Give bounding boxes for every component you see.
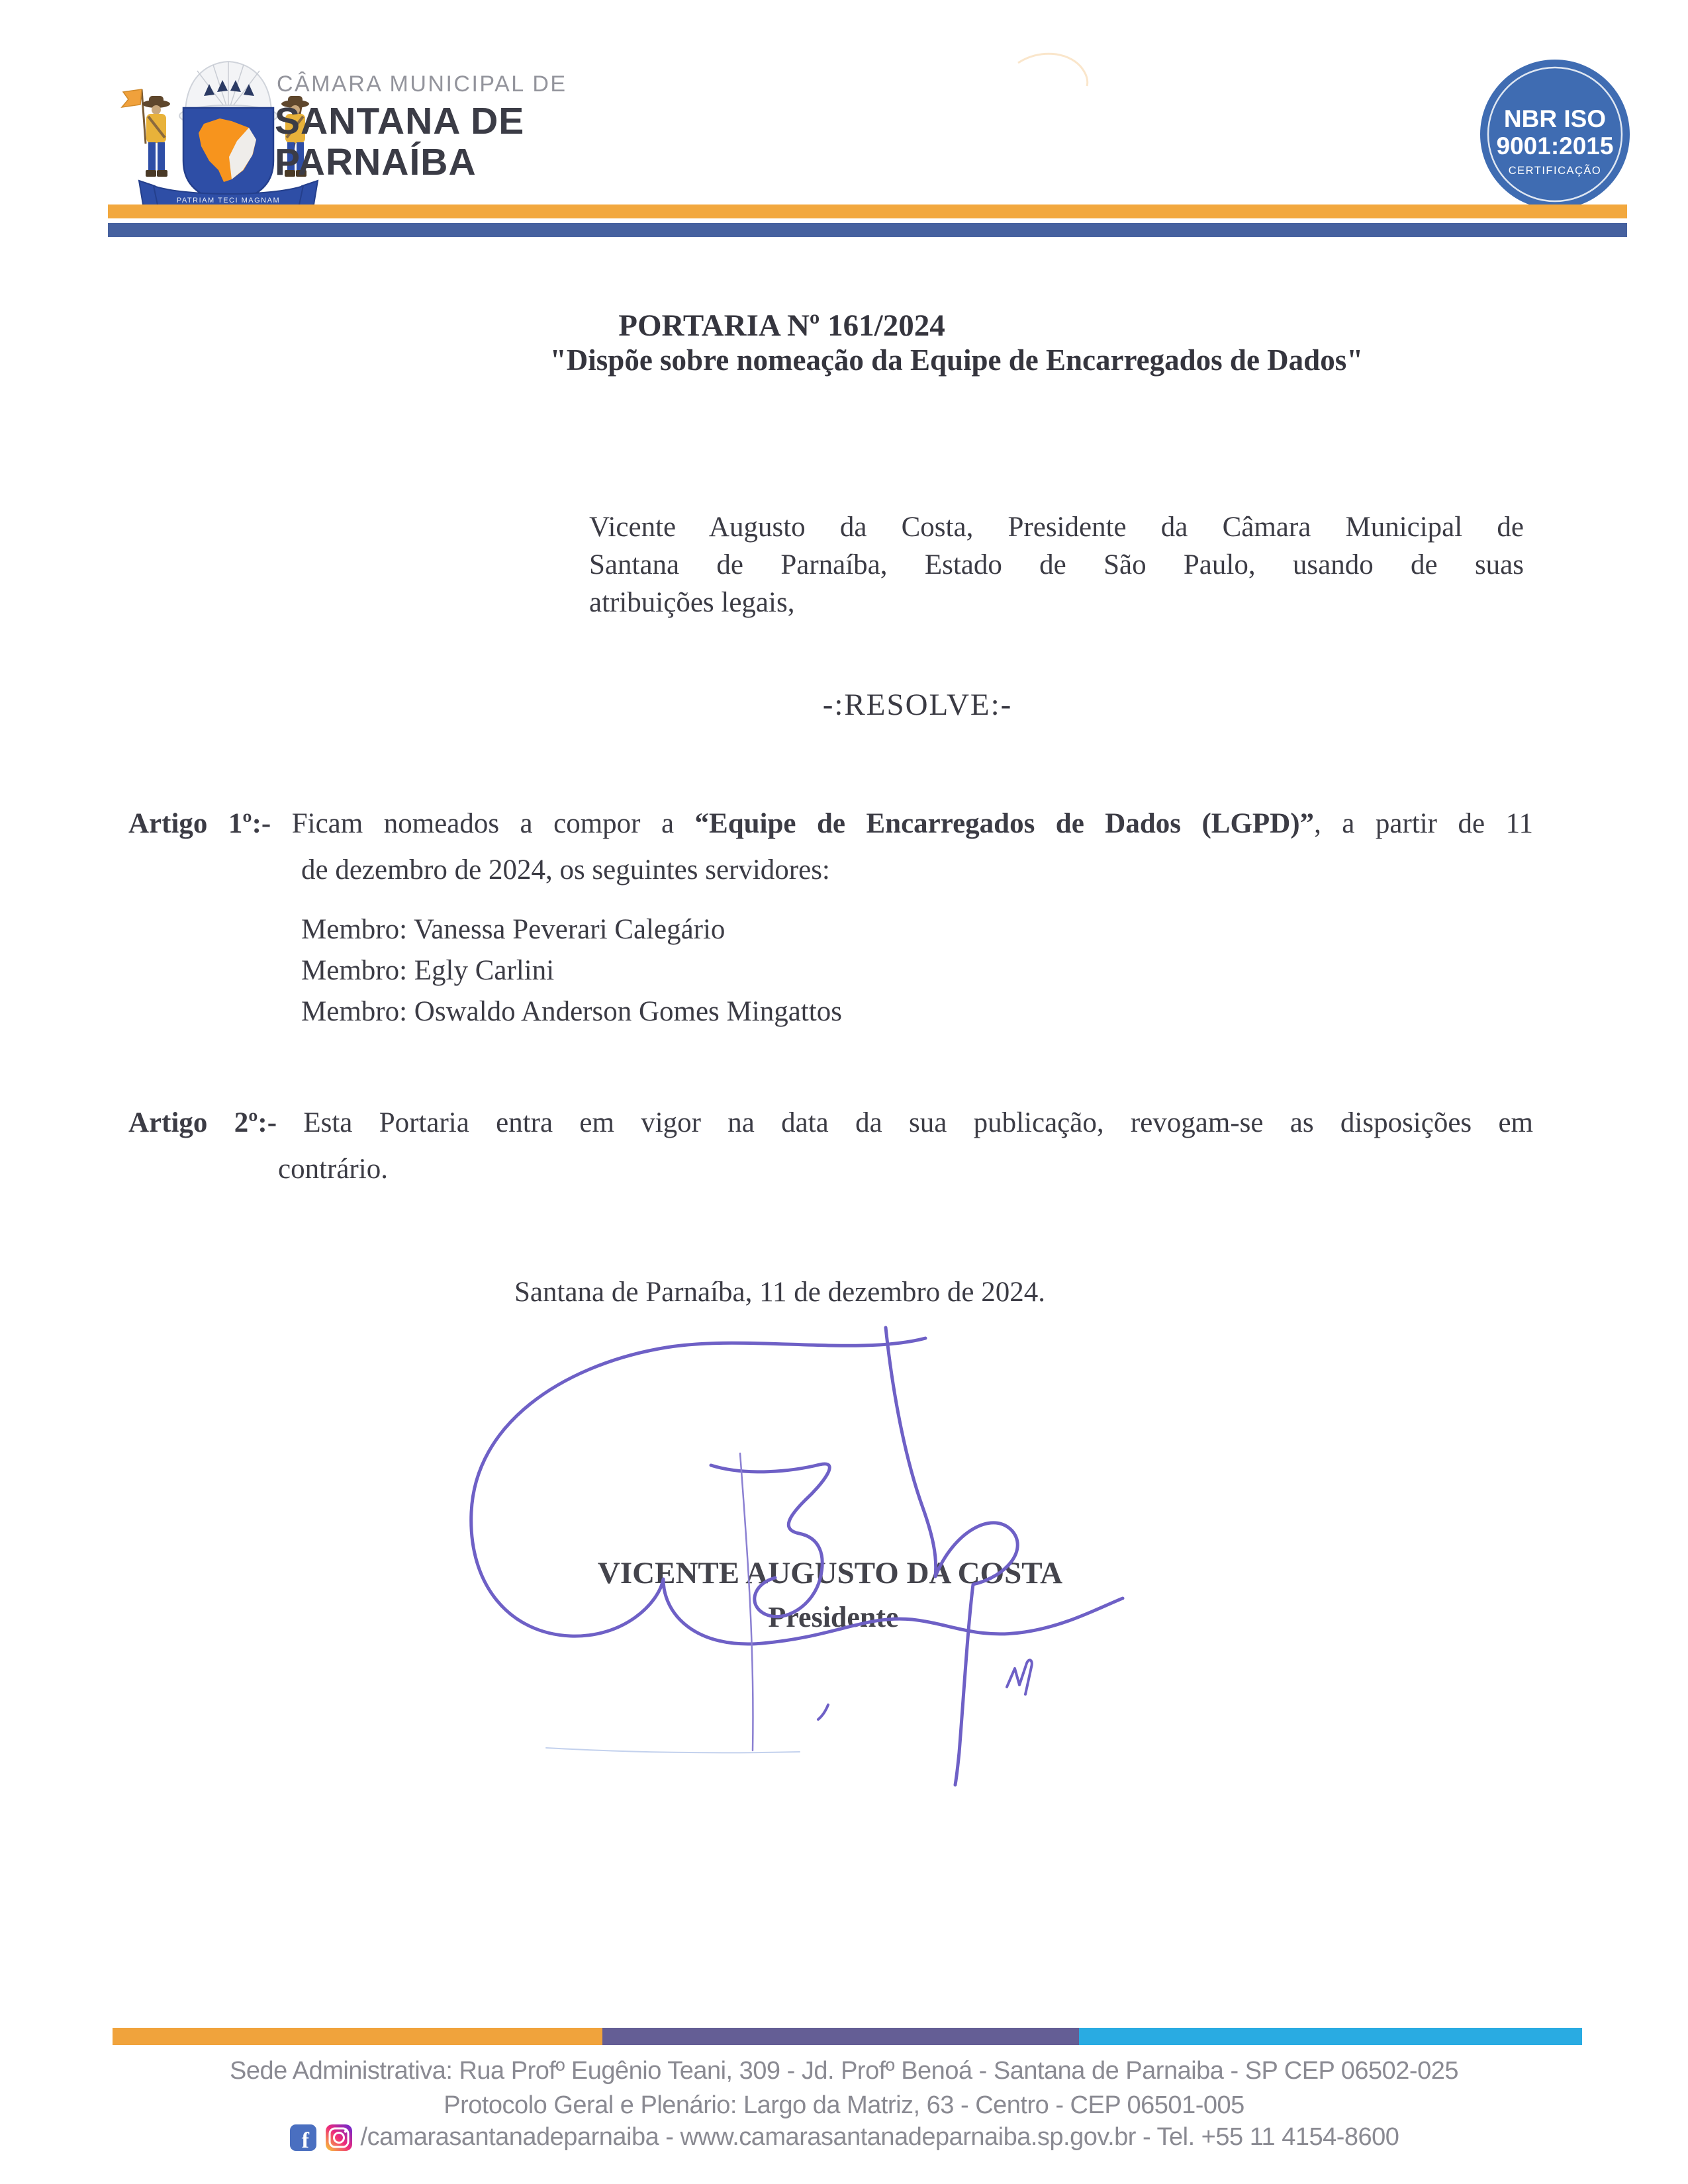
header-rule-orange bbox=[108, 205, 1627, 218]
article-1-text: Ficam nomeados a compor a bbox=[271, 808, 695, 839]
article-1 bbox=[128, 801, 1533, 893]
article-1-text: , a partir de 11 bbox=[1314, 808, 1533, 839]
preamble-line: Santana de Parnaíba, Estado de São Paulo, usando de suas bbox=[589, 549, 1524, 580]
document-title: PORTARIA Nº 161/2024 bbox=[618, 308, 945, 343]
member-row: Membro: Oswaldo Anderson Gomes Mingattos bbox=[301, 996, 842, 1027]
instagram-icon bbox=[325, 2124, 353, 2152]
facebook-icon bbox=[289, 2124, 317, 2152]
member-row: Membro: Egly Carlini bbox=[301, 955, 555, 986]
crest-motto: PATRIAM TECI MAGNAM bbox=[176, 197, 281, 205]
crest-bandeirante-left bbox=[122, 89, 170, 177]
iso-badge-line-2: 9001:2015 bbox=[1496, 132, 1614, 159]
svg-text:f: f bbox=[301, 2128, 308, 2152]
signer-role: Presidente bbox=[768, 1601, 899, 1633]
iso-badge-line-1: NBR ISO bbox=[1503, 105, 1607, 132]
members-list bbox=[301, 909, 842, 1032]
org-name-line-2: SANTANA DE bbox=[275, 100, 525, 142]
member-row: Membro: Vanessa Peverari Calegário bbox=[301, 914, 726, 945]
preamble-paragraph bbox=[589, 508, 1524, 621]
article-2-text: Esta Portaria entra em vigor na data da sua publicação, revogam-se as disposições em bbox=[277, 1107, 1533, 1138]
footer-contact-text: /camarasantanadeparnaiba - www.camarasantanadeparnaiba.sp.gov.br - Tel. +55 11 4154-8600 bbox=[360, 2123, 1399, 2151]
article-1-label: Artigo 1º:- bbox=[128, 808, 271, 839]
footer-bar-purple bbox=[602, 2028, 1079, 2045]
iso-badge-line-3: CERTIFICAÇÃO bbox=[1508, 165, 1602, 177]
footer-contact-line bbox=[50, 2123, 1638, 2152]
resolve-heading: -:RESOLVE:- bbox=[822, 688, 1013, 722]
article-1-line-1 bbox=[128, 801, 1533, 847]
org-name-line-3: PARNAÍBA bbox=[275, 141, 477, 183]
article-2-line-2: contrário. bbox=[278, 1154, 388, 1185]
preamble-line: Vicente Augusto da Costa, Presidente da Câmara Municipal de bbox=[589, 512, 1524, 543]
article-2 bbox=[128, 1100, 1533, 1193]
footer-bar-cyan bbox=[1079, 2028, 1582, 2045]
preamble-line: atribuições legais, bbox=[589, 587, 795, 618]
iso-9001-badge bbox=[1477, 57, 1632, 212]
document-subtitle: "Dispõe sobre nomeação da Equipe de Encarregados de Dados" bbox=[549, 343, 1364, 377]
header-rule-blue bbox=[108, 223, 1627, 237]
footer-address-line-2: Protocolo Geral e Plenário: Largo da Matriz, 63 - Centro - CEP 06501-005 bbox=[444, 2091, 1244, 2119]
article-1-bold-phrase: “Equipe de Encarregados de Dados (LGPD)” bbox=[694, 808, 1315, 839]
scan-artifact-mark bbox=[1013, 46, 1099, 93]
article-2-label: Artigo 2º:- bbox=[128, 1107, 277, 1138]
article-2-line-1 bbox=[128, 1100, 1533, 1146]
date-line: Santana de Parnaíba, 11 de dezembro de 2024. bbox=[514, 1277, 1045, 1308]
article-1-line-2: de dezembro de 2024, os seguintes servidores: bbox=[301, 854, 830, 886]
footer-address-line-1: Sede Administrativa: Rua Profº Eugênio Teani, 309 - Jd. Profº Benoá - Santana de Parnaiba - SP CEP 06502-025 bbox=[230, 2057, 1458, 2085]
footer-bar-orange bbox=[113, 2028, 602, 2045]
signer-name: VICENTE AUGUSTO DA COSTA bbox=[597, 1556, 1063, 1590]
org-name-line-1: CÂMARA MUNICIPAL DE bbox=[277, 71, 567, 97]
